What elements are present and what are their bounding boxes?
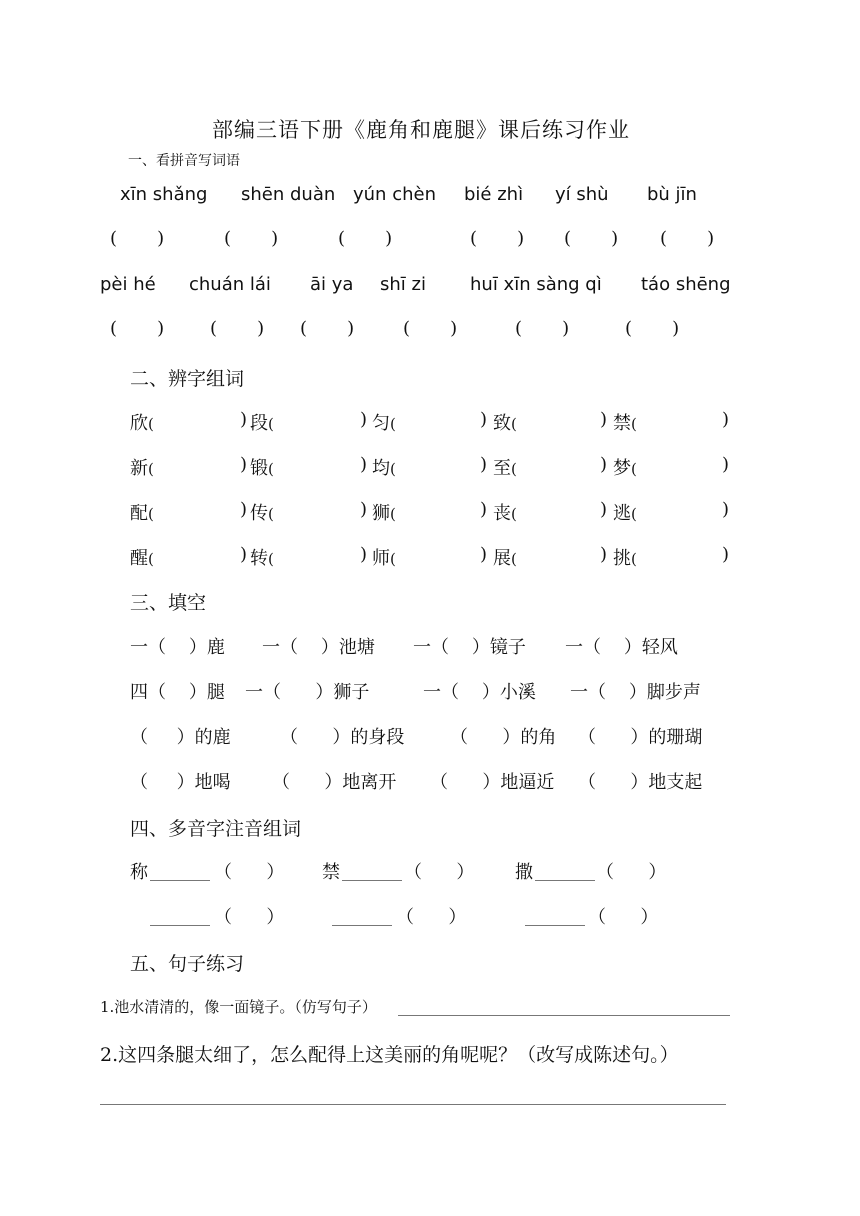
open-paren: ( — [511, 505, 517, 523]
open-paren: ( — [511, 460, 517, 478]
answer-blank[interactable]: （ ） — [404, 862, 475, 883]
character: 转 — [250, 548, 268, 569]
open-paren: ( — [148, 505, 154, 523]
fill-blank-item[interactable]: （ ）地支起 — [578, 772, 703, 793]
open-paren: ( — [390, 505, 396, 523]
character: 挑 — [613, 548, 631, 569]
close-paren: ) — [360, 544, 368, 565]
word-group-item[interactable] — [250, 544, 274, 570]
answer-blank[interactable]: （ ） — [214, 907, 285, 928]
character: 传 — [250, 503, 268, 524]
close-paren: ) — [240, 499, 248, 520]
character: 禁 — [613, 413, 631, 434]
answer-blank[interactable]: （ ） — [396, 907, 467, 928]
pinyin: shēn duàn — [241, 184, 336, 205]
section-3-heading: 三、填空 — [130, 592, 207, 614]
answer-line[interactable] — [535, 880, 595, 881]
answer-blank[interactable]: （ ） — [588, 907, 659, 928]
close-paren: ) — [480, 454, 488, 475]
character: 醒 — [130, 548, 148, 569]
answer-blank[interactable]: ( ) — [470, 228, 525, 249]
fill-blank-item[interactable]: 一（ ）脚步声 — [570, 682, 701, 703]
answer-line[interactable] — [332, 925, 392, 926]
word-group-item[interactable] — [372, 544, 396, 570]
character: 段 — [250, 413, 268, 434]
character: 至 — [493, 458, 511, 479]
answer-blank[interactable]: （ ） — [214, 862, 285, 883]
pinyin: chuán lái — [189, 274, 271, 295]
word-group-item[interactable] — [250, 454, 274, 480]
word-group-item[interactable] — [130, 544, 154, 570]
pinyin: pèi hé — [100, 274, 156, 295]
pinyin: táo shēng — [641, 274, 731, 295]
word-group-item[interactable] — [613, 544, 637, 570]
page-title: 部编三语下册《鹿角和鹿腿》课后练习作业 — [212, 118, 630, 142]
close-paren: ) — [722, 499, 730, 520]
close-paren: ) — [722, 544, 730, 565]
character: 均 — [372, 458, 390, 479]
character: 逃 — [613, 503, 631, 524]
open-paren: ( — [148, 415, 154, 433]
close-paren: ) — [600, 544, 608, 565]
answer-line[interactable] — [342, 880, 402, 881]
character: 师 — [372, 548, 390, 569]
answer-blank[interactable]: ( ) — [300, 318, 355, 339]
close-paren: ) — [600, 409, 608, 430]
word-group-item[interactable] — [493, 454, 517, 480]
fill-blank-item[interactable]: （ ）地喝 — [130, 772, 231, 793]
word-group-item[interactable] — [613, 499, 637, 525]
word-group-item[interactable] — [250, 409, 274, 435]
word-group-item[interactable] — [493, 499, 517, 525]
fill-blank-item[interactable]: （ ）的身段 — [280, 727, 405, 748]
section-1-heading: 一、看拼音写词语 — [128, 153, 240, 169]
character: 丧 — [493, 503, 511, 524]
word-group-item[interactable] — [493, 544, 517, 570]
polyphone-char: 称 — [130, 862, 148, 883]
answer-blank[interactable]: ( ) — [338, 228, 393, 249]
pinyin: shī zi — [380, 274, 426, 295]
question-2: 2.这四条腿太细了，怎么配得上这美丽的角呢呢？（改写成陈述句。） — [100, 1044, 679, 1066]
open-paren: ( — [631, 505, 637, 523]
open-paren: ( — [390, 460, 396, 478]
close-paren: ) — [480, 499, 488, 520]
fill-blank-item[interactable]: 一（ ）小溪 — [423, 682, 536, 703]
fill-blank-item[interactable]: （ ）地离开 — [272, 772, 397, 793]
word-group-item[interactable] — [130, 454, 154, 480]
fill-blank-item[interactable]: （ ）的珊瑚 — [578, 727, 703, 748]
pinyin: yún chèn — [353, 184, 436, 205]
character: 展 — [493, 548, 511, 569]
open-paren: ( — [390, 550, 396, 568]
fill-blank-item[interactable]: 一（ ）轻风 — [565, 637, 678, 658]
answer-line[interactable] — [525, 925, 585, 926]
close-paren: ) — [360, 454, 368, 475]
fill-blank-item[interactable]: （ ）地逼近 — [430, 772, 555, 793]
section-4-heading: 四、多音字注音组词 — [130, 818, 302, 840]
answer-blank[interactable]: ( ) — [625, 318, 680, 339]
word-group-item[interactable] — [372, 499, 396, 525]
answer-blank[interactable]: ( ) — [660, 228, 715, 249]
open-paren: ( — [148, 550, 154, 568]
word-group-item[interactable] — [613, 454, 637, 480]
answer-blank[interactable]: ( ) — [564, 228, 619, 249]
character: 致 — [493, 413, 511, 434]
open-paren: ( — [631, 460, 637, 478]
close-paren: ) — [600, 454, 608, 475]
close-paren: ) — [480, 544, 488, 565]
open-paren: ( — [511, 550, 517, 568]
open-paren: ( — [268, 415, 274, 433]
pinyin: yí shù — [555, 184, 609, 205]
fill-blank-item[interactable]: （ ）的角 — [450, 727, 557, 748]
close-paren: ) — [480, 409, 488, 430]
close-paren: ) — [240, 409, 248, 430]
fill-blank-item[interactable]: 一（ ）镜子 — [413, 637, 526, 658]
word-group-item[interactable] — [250, 499, 274, 525]
open-paren: ( — [148, 460, 154, 478]
answer-line[interactable] — [150, 880, 210, 881]
answer-blank[interactable]: ( ) — [403, 318, 458, 339]
fill-blank-item[interactable]: 一（ ）池塘 — [262, 637, 375, 658]
polyphone-char: 撒 — [515, 862, 533, 883]
pinyin: xīn shǎng — [120, 184, 208, 205]
pinyin: bù jīn — [647, 184, 697, 205]
answer-blank[interactable]: ( ) — [224, 228, 279, 249]
open-paren: ( — [631, 550, 637, 568]
close-paren: ) — [360, 499, 368, 520]
word-group-item[interactable] — [493, 409, 517, 435]
answer-line[interactable] — [398, 1015, 730, 1016]
answer-blank[interactable]: （ ） — [596, 862, 667, 883]
section-2-heading: 二、辨字组词 — [130, 368, 245, 390]
close-paren: ) — [240, 544, 248, 565]
fill-blank-item[interactable]: 一（ ）狮子 — [245, 682, 370, 703]
pinyin: āi ya — [310, 274, 354, 295]
answer-line[interactable] — [150, 925, 210, 926]
character: 新 — [130, 458, 148, 479]
fill-blank-item[interactable]: 一（ ）鹿 — [130, 637, 225, 658]
fill-blank-item[interactable]: （ ）的鹿 — [130, 727, 231, 748]
word-group-item[interactable] — [130, 499, 154, 525]
close-paren: ) — [600, 499, 608, 520]
close-paren: ) — [722, 454, 730, 475]
word-group-item[interactable] — [130, 409, 154, 435]
pinyin: huī xīn sàng qì — [470, 274, 602, 295]
section-5-heading: 五、句子练习 — [130, 953, 245, 975]
answer-blank[interactable]: ( ) — [110, 318, 165, 339]
character: 梦 — [613, 458, 631, 479]
character: 锻 — [250, 458, 268, 479]
close-paren: ) — [722, 409, 730, 430]
word-group-item[interactable] — [372, 409, 396, 435]
character: 欣 — [130, 413, 148, 434]
close-paren: ) — [360, 409, 368, 430]
answer-line[interactable] — [100, 1104, 726, 1105]
character: 配 — [130, 503, 148, 524]
character: 狮 — [372, 503, 390, 524]
answer-blank[interactable]: ( ) — [515, 318, 570, 339]
open-paren: ( — [511, 415, 517, 433]
answer-blank[interactable]: ( ) — [210, 318, 265, 339]
answer-blank[interactable]: ( ) — [110, 228, 165, 249]
polyphone-char: 禁 — [322, 862, 340, 883]
word-group-item[interactable] — [613, 409, 637, 435]
open-paren: ( — [268, 505, 274, 523]
open-paren: ( — [390, 415, 396, 433]
open-paren: ( — [631, 415, 637, 433]
fill-blank-item[interactable]: 四（ ）腿 — [130, 682, 225, 703]
close-paren: ) — [240, 454, 248, 475]
character: 匀 — [372, 413, 390, 434]
open-paren: ( — [268, 550, 274, 568]
word-group-item[interactable] — [372, 454, 396, 480]
open-paren: ( — [268, 460, 274, 478]
question-1: 1.池水清清的，像一面镜子。（仿写句子） — [100, 998, 377, 1016]
pinyin: bié zhì — [464, 184, 524, 205]
